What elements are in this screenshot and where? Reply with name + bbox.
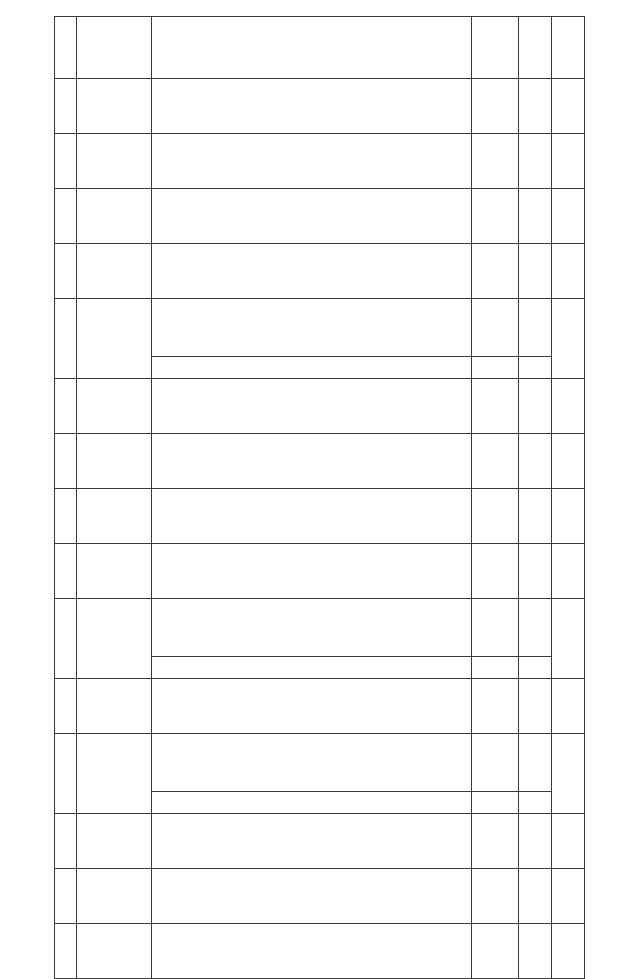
table-row xyxy=(55,189,585,244)
construction-year xyxy=(552,544,585,599)
construction-year xyxy=(552,679,585,734)
cost-value xyxy=(472,679,519,734)
work-description xyxy=(152,189,472,244)
object-address xyxy=(77,734,152,814)
work-description xyxy=(152,379,472,434)
table-row xyxy=(55,489,585,544)
row-number xyxy=(55,869,77,924)
table-row xyxy=(55,299,585,357)
table-row xyxy=(55,17,585,79)
row-number xyxy=(55,544,77,599)
planned-year xyxy=(519,657,552,679)
object-address xyxy=(77,17,152,79)
planned-year xyxy=(519,134,552,189)
row-number xyxy=(55,17,77,79)
work-description xyxy=(152,792,472,814)
row-number xyxy=(55,489,77,544)
work-description xyxy=(152,734,472,792)
table-row xyxy=(55,134,585,189)
work-description xyxy=(152,17,472,79)
construction-year xyxy=(552,599,585,679)
planned-year xyxy=(519,299,552,357)
table-row xyxy=(55,814,585,869)
cost-value xyxy=(472,189,519,244)
table-row xyxy=(55,924,585,979)
construction-year xyxy=(552,434,585,489)
registry-table xyxy=(54,16,585,979)
cost-value xyxy=(472,434,519,489)
planned-year xyxy=(519,434,552,489)
table-row xyxy=(55,434,585,489)
construction-year xyxy=(552,299,585,379)
cost-value xyxy=(472,489,519,544)
planned-year xyxy=(519,734,552,792)
cost-value xyxy=(472,244,519,299)
work-description xyxy=(152,299,472,357)
planned-year xyxy=(519,17,552,79)
work-description xyxy=(152,134,472,189)
object-address xyxy=(77,869,152,924)
construction-year xyxy=(552,489,585,544)
row-number xyxy=(55,79,77,134)
work-description xyxy=(152,814,472,869)
planned-year xyxy=(519,599,552,657)
object-address xyxy=(77,434,152,489)
object-address xyxy=(77,814,152,869)
table-row xyxy=(55,379,585,434)
row-number xyxy=(55,734,77,814)
planned-year xyxy=(519,489,552,544)
row-number xyxy=(55,189,77,244)
object-address xyxy=(77,489,152,544)
cost-value xyxy=(472,134,519,189)
registry-table-body xyxy=(55,17,585,979)
planned-year xyxy=(519,924,552,979)
table-row xyxy=(55,244,585,299)
planned-year xyxy=(519,869,552,924)
work-description xyxy=(152,244,472,299)
construction-year xyxy=(552,79,585,134)
cost-value xyxy=(472,657,519,679)
cost-value xyxy=(472,544,519,599)
row-number xyxy=(55,379,77,434)
work-description xyxy=(152,869,472,924)
work-description xyxy=(152,357,472,379)
object-address xyxy=(77,379,152,434)
object-address xyxy=(77,599,152,679)
object-address xyxy=(77,244,152,299)
table-row xyxy=(55,79,585,134)
object-address xyxy=(77,924,152,979)
construction-year xyxy=(552,134,585,189)
cost-value xyxy=(472,792,519,814)
cost-value xyxy=(472,924,519,979)
row-number xyxy=(55,814,77,869)
work-description xyxy=(152,599,472,657)
work-description xyxy=(152,434,472,489)
planned-year xyxy=(519,679,552,734)
construction-year xyxy=(552,189,585,244)
planned-year xyxy=(519,189,552,244)
planned-year xyxy=(519,357,552,379)
object-address xyxy=(77,679,152,734)
cost-value xyxy=(472,869,519,924)
table-row xyxy=(55,869,585,924)
planned-year xyxy=(519,79,552,134)
row-number xyxy=(55,679,77,734)
work-description xyxy=(152,679,472,734)
row-number xyxy=(55,244,77,299)
work-description xyxy=(152,79,472,134)
planned-year xyxy=(519,544,552,599)
construction-year xyxy=(552,734,585,814)
row-number xyxy=(55,299,77,379)
cost-value xyxy=(472,599,519,657)
cost-value xyxy=(472,17,519,79)
construction-year xyxy=(552,244,585,299)
construction-year xyxy=(552,869,585,924)
table-row xyxy=(55,679,585,734)
row-number xyxy=(55,924,77,979)
construction-year xyxy=(552,924,585,979)
object-address xyxy=(77,134,152,189)
table-row xyxy=(55,734,585,792)
cost-value xyxy=(472,379,519,434)
planned-year xyxy=(519,814,552,869)
cost-value xyxy=(472,734,519,792)
work-description xyxy=(152,924,472,979)
object-address xyxy=(77,299,152,379)
object-address xyxy=(77,189,152,244)
construction-year xyxy=(552,17,585,79)
construction-year xyxy=(552,379,585,434)
planned-year xyxy=(519,244,552,299)
cost-value xyxy=(472,814,519,869)
cost-value xyxy=(472,299,519,357)
cost-value xyxy=(472,79,519,134)
construction-year xyxy=(552,814,585,869)
row-number xyxy=(55,599,77,679)
table-row xyxy=(55,599,585,657)
table-row xyxy=(55,544,585,599)
cost-value xyxy=(472,357,519,379)
work-description xyxy=(152,489,472,544)
planned-year xyxy=(519,792,552,814)
object-address xyxy=(77,79,152,134)
row-number xyxy=(55,134,77,189)
work-description xyxy=(152,544,472,599)
object-address xyxy=(77,544,152,599)
work-description xyxy=(152,657,472,679)
planned-year xyxy=(519,379,552,434)
row-number xyxy=(55,434,77,489)
